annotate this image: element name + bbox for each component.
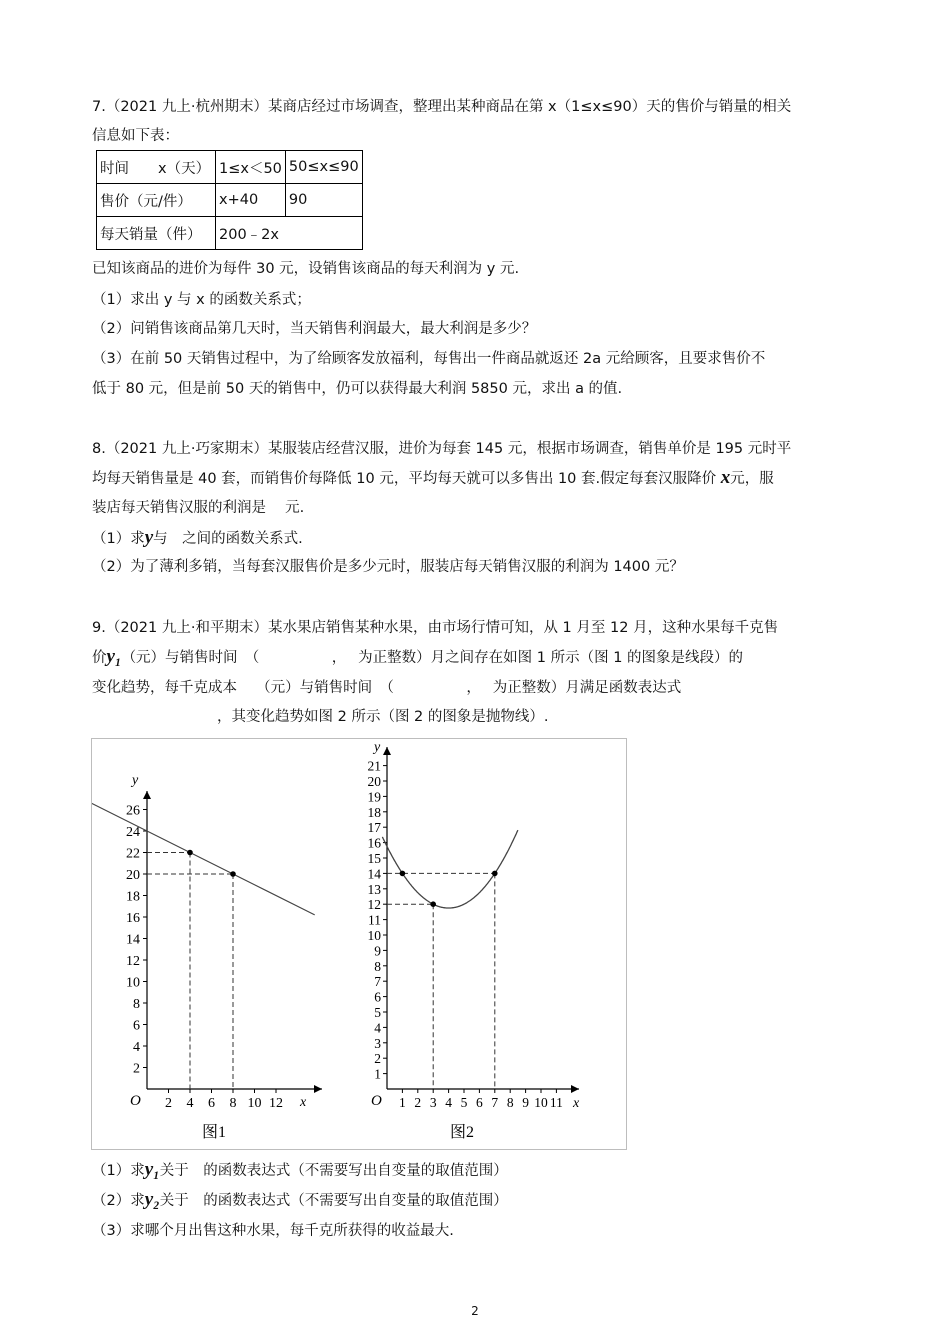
fig1-ytick-label-8: 8 [133, 997, 140, 1012]
fig2-xtick-label-3: 3 [429, 1095, 437, 1110]
fig1-ytick-label-6: 6 [133, 1018, 140, 1034]
q8-line3: 装店每天销售汉服的利润是 元. [92, 500, 305, 516]
fig2-ytick-label-20: 20 [367, 774, 381, 789]
q7-cell-2-1: 200﹣2x [216, 217, 363, 250]
fig2-point-0 [400, 871, 406, 877]
fig1-xtick-label-4: 4 [186, 1096, 194, 1111]
fig1-xtick-label-2: 2 [165, 1096, 172, 1111]
fig1-ytick-label-24: 24 [126, 825, 140, 840]
q8-line2 [92, 467, 774, 490]
q9-figures [92, 739, 626, 1149]
q7-line5: （2）问销售该商品第几天时，当天销售利润最大，最大利润是多少？ [92, 321, 537, 337]
fig2-xtick-label-11: 11 [549, 1095, 563, 1110]
fig2-ytick-label-16: 16 [367, 835, 381, 851]
q8-line4 [92, 527, 303, 550]
fig2-xtick-label-1: 1 [399, 1095, 406, 1110]
q9-line2-b: （元）与销售时间 （ ， 为正整数）月之间存在如图 1 所示（图 1 的图象是线段）的 [121, 650, 744, 666]
fig1-xtick-label-12: 12 [269, 1096, 283, 1111]
fig1-ytick-label-26: 26 [126, 803, 140, 819]
fig1-ytick-label-16: 16 [126, 911, 140, 926]
q9-sub1-b: 关于 的函数表达式（不需要写出自变量的取值范围） [159, 1163, 508, 1179]
q7-cell-0-2: 50≤x≤90 [285, 151, 362, 184]
q9-sub3: （3）求哪个月出售这种水果，每千克所获得的收益最大. [92, 1223, 454, 1239]
fig2-xtick-label-4: 4 [445, 1095, 452, 1110]
q7-cell-1-1: x+40 [216, 184, 286, 217]
q7-cell-1-2: 90 [285, 184, 362, 217]
q7-line6: （3）在前 50 天销售过程中，为了给顾客发放福利，每售出一件商品就返还 2a 元给顾客，且要求售价不 [92, 351, 766, 367]
q9-var-y1: y₁ [106, 646, 122, 667]
fig1-point-0 [187, 850, 193, 856]
q7-cell-0-1: 1≤x＜50 [216, 151, 286, 184]
fig1-y-label: y [132, 773, 139, 788]
fig2-ytick-label-10: 10 [367, 928, 381, 943]
fig2-caption: 图2 [450, 1124, 475, 1141]
q9-sub1 [92, 1159, 508, 1182]
fig2-xtick-label-2: 2 [414, 1095, 422, 1110]
fig1-ytick-label-4: 4 [133, 1040, 140, 1055]
q7-table [96, 150, 363, 250]
fig2-xtick-label-8: 8 [506, 1095, 514, 1110]
figure2 [368, 740, 581, 1141]
fig1-ytick-label-18: 18 [126, 889, 140, 905]
fig1-x-arrow [314, 1085, 322, 1093]
figure1 [92, 773, 322, 1141]
q9-sub2-b: 关于 的函数表达式（不需要写出自变量的取值范围） [159, 1193, 508, 1209]
fig2-x-label: x [573, 1096, 580, 1111]
q7-cell-1-0: 售价（元/件） [97, 184, 216, 217]
q7-line7: 低于 80 元，但是前 50 天的销售中，仍可以获得最大利润 5850 元，求出 a 的值. [92, 381, 623, 397]
page-number: 2 [471, 1304, 479, 1318]
fig2-y-arrow [383, 747, 391, 755]
fig1-ytick-label-14: 14 [126, 932, 140, 948]
fig2-ytick-label-8: 8 [374, 958, 381, 974]
fig1-ytick-label-12: 12 [126, 954, 140, 969]
q7-line4: （1）求出 y 与 x 的函数关系式； [92, 292, 311, 308]
fig1-y-arrow [143, 791, 151, 799]
fig2-ytick-label-4: 4 [374, 1020, 381, 1036]
fig2-xtick-label-5: 5 [460, 1095, 468, 1110]
fig1-xtick-label-8: 8 [229, 1096, 237, 1111]
fig2-ytick-label-13: 13 [367, 881, 381, 897]
fig1-point-1 [230, 871, 236, 877]
q7-line1: 7.（2021 九上·杭州期末）某商店经过市场调查，整理出某种商品在第 x（1≤x≤90）天的售价与销量的相关 [92, 99, 792, 115]
q9-line1: 9.（2021 九上·和平期末）某水果店销售某种水果，由市场行情可知，从 1 月至 12 月，这种水果每千克售 [92, 620, 779, 636]
fig2-y-label: y [374, 740, 381, 755]
q8-line1: 8.（2021 九上·巧家期末）某服装店经营汉服，进价为每套 145 元，根据市场调查，销售单价是 195 元时平 [92, 441, 792, 457]
fig2-ytick-label-5: 5 [374, 1005, 381, 1020]
fig2-ytick-label-11: 11 [368, 912, 381, 928]
q9-sub2-a: （2）求 [92, 1193, 145, 1209]
fig2-ytick-label-1: 1 [374, 1066, 381, 1082]
fig2-xtick-label-9: 9 [522, 1095, 529, 1110]
q9-sub2 [92, 1189, 508, 1212]
q9-sub1-a: （1）求 [92, 1163, 145, 1179]
fig1-xtick-label-6: 6 [208, 1096, 215, 1111]
fig2-ytick-label-19: 19 [367, 789, 381, 805]
fig2-xtick-label-10: 10 [534, 1095, 548, 1110]
fig1-ytick-label-20: 20 [126, 868, 140, 883]
q7-cell-0-0: 时间 x（天） [97, 151, 216, 184]
q8-line5: （2）为了薄利多销，当每套汉服售价是多少元时，服装店每天销售汉服的利润为 1400 元？ [92, 559, 684, 575]
q8-line4-a: （1）求 [92, 531, 145, 547]
fig2-ytick-label-2: 2 [374, 1051, 381, 1067]
fig1-xtick-label-10: 10 [247, 1096, 262, 1111]
q7-line2: 信息如下表： [92, 128, 179, 144]
q9-sub1-var: y₁ [144, 1159, 160, 1180]
fig2-ytick-label-12: 12 [367, 897, 381, 913]
fig2-ytick-label-15: 15 [367, 851, 381, 866]
q9-line4: ，其变化趋势如图 2 所示（图 2 的图象是抛物线）. [217, 709, 549, 725]
fig2-xtick-label-6: 6 [476, 1095, 483, 1110]
fig2-point-2 [492, 871, 498, 877]
q8-line2-text: 均每天销售量是 40 套，而销售价每降低 10 元，平均每天就可以多售出 10 套.假定每套汉服降价 [92, 471, 717, 487]
q8-var-x: x [720, 467, 731, 488]
fig2-ytick-label-9: 9 [374, 943, 381, 959]
fig2-ytick-label-6: 6 [374, 989, 381, 1005]
q7-cell-2-0: 每天销量（件） [97, 217, 216, 250]
q8-var-y: y [144, 527, 154, 548]
fig1-ytick-label-10: 10 [126, 975, 140, 991]
fig2-origin: O [371, 1093, 382, 1109]
fig2-point-1 [430, 901, 436, 907]
fig1-caption: 图1 [202, 1124, 227, 1141]
fig2-ytick-label-3: 3 [374, 1035, 381, 1051]
fig1-ytick-label-22: 22 [126, 846, 140, 862]
fig1-origin: O [130, 1093, 141, 1109]
fig2-ytick-label-14: 14 [367, 866, 381, 882]
q9-sub2-var: y₂ [144, 1189, 160, 1210]
fig2-series-curve [382, 830, 518, 908]
fig2-ytick-label-17: 17 [367, 820, 381, 836]
fig2-x-arrow [571, 1085, 579, 1093]
q9-line2 [92, 646, 743, 669]
q8-line4-b: 与 之间的函数关系式. [153, 531, 303, 547]
fig2-ytick-label-7: 7 [374, 974, 381, 990]
fig2-ytick-label-18: 18 [367, 804, 381, 820]
fig1-x-label: x [300, 1095, 307, 1110]
fig1-ytick-label-2: 2 [133, 1061, 140, 1077]
q8-line2-end: 元，服 [730, 471, 774, 487]
q9-line2-a: 价 [92, 650, 107, 666]
q7-line3: 已知该商品的进价为每件 30 元，设销售该商品的每天利润为 y 元. [92, 261, 520, 277]
q9-line3: 变化趋势，每千克成本 （元）与销售时间 （ ， 为正整数）月满足函数表达式 [92, 680, 682, 696]
fig2-ytick-label-21: 21 [367, 758, 381, 774]
fig2-xtick-label-7: 7 [491, 1095, 499, 1110]
q9-figure-box [91, 738, 627, 1150]
